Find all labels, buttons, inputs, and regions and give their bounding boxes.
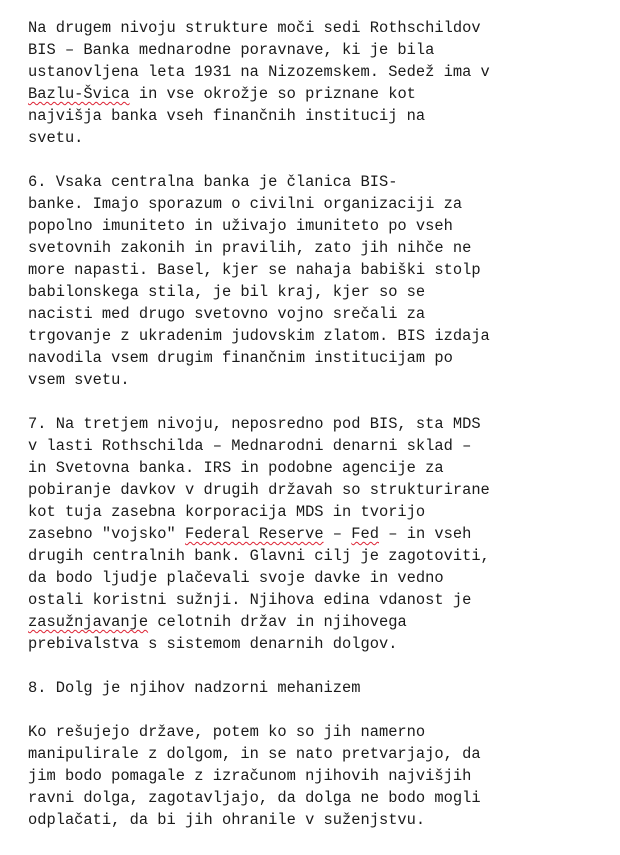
text-line xyxy=(28,61,620,83)
text-line xyxy=(28,743,620,765)
paragraph xyxy=(28,413,620,655)
text-run: – in vseh xyxy=(379,525,472,543)
paragraph xyxy=(28,677,620,699)
text-line xyxy=(28,611,620,633)
text-line xyxy=(28,83,620,105)
text-run: jim bodo pomagale z izračunom njihovih najvišjih xyxy=(28,767,472,785)
text-run: odplačati, da bi jih ohranile v suženjstvu. xyxy=(28,811,426,829)
text-run: prebivalstva s sistemom denarnih dolgov. xyxy=(28,635,398,653)
text-line xyxy=(28,171,620,193)
text-line xyxy=(28,369,620,391)
paragraph xyxy=(28,17,620,149)
text-run: 8. Dolg je njihov nadzorni mehanizem xyxy=(28,679,361,697)
text-line xyxy=(28,237,620,259)
spellcheck-flagged-word: Bazlu-Švica xyxy=(28,85,130,103)
spellcheck-flagged-word: Fed xyxy=(351,525,379,543)
text-run: in Svetovna banka. IRS in podobne agencije za xyxy=(28,459,444,477)
text-run: da bodo ljudje plačevali svoje davke in vedno xyxy=(28,569,444,587)
text-run: ostali koristni sužnji. Njihova edina vdanost je xyxy=(28,591,472,609)
text-line xyxy=(28,413,620,435)
spellcheck-flagged-word: zasužnjavanje xyxy=(28,613,149,631)
text-line xyxy=(28,39,620,61)
text-run: svetu. xyxy=(28,129,84,147)
text-line xyxy=(28,545,620,567)
text-line xyxy=(28,127,620,149)
text-line xyxy=(28,589,620,611)
text-run: Ko rešujejo države, potem ko so jih namerno xyxy=(28,723,426,741)
text-run: celotnih držav in njihovega xyxy=(148,613,407,631)
text-run: Na drugem nivoju strukture moči sedi Rothschildov xyxy=(28,19,481,37)
text-run: ravni dolga, zagotavljajo, da dolga ne bodo mogli xyxy=(28,789,481,807)
text-line xyxy=(28,809,620,831)
text-run: banke. Imajo sporazum o civilni organizaciji za xyxy=(28,195,463,213)
paragraph xyxy=(28,721,620,831)
text-run: more napasti. Basel, kjer se nahaja babiški stolp xyxy=(28,261,481,279)
text-run: in vse okrožje so priznane kot xyxy=(129,85,416,103)
text-line xyxy=(28,765,620,787)
text-line xyxy=(28,457,620,479)
paragraph xyxy=(28,171,620,391)
text-line xyxy=(28,501,620,523)
text-run: 6. Vsaka centralna banka je članica BIS- xyxy=(28,173,398,191)
text-line xyxy=(28,633,620,655)
text-line xyxy=(28,347,620,369)
text-run: pobiranje davkov v drugih državah so strukturirane xyxy=(28,481,490,499)
text-run: trgovanje z ukradenim judovskim zlatom. BIS izdaja xyxy=(28,327,490,345)
text-run: kot tuja zasebna korporacija MDS in tvorijo xyxy=(28,503,426,521)
text-line xyxy=(28,567,620,589)
text-line xyxy=(28,17,620,39)
text-line xyxy=(28,435,620,457)
text-run: vsem svetu. xyxy=(28,371,130,389)
text-run: v lasti Rothschilda – Mednarodni denarni sklad – xyxy=(28,437,472,455)
text-line xyxy=(28,215,620,237)
text-run: babilonskega stila, je bil kraj, kjer so se xyxy=(28,283,426,301)
spellcheck-flagged-word: Federal Reserve xyxy=(185,525,324,543)
text-run: najvišja banka vseh finančnih institucij na xyxy=(28,107,426,125)
text-line xyxy=(28,325,620,347)
text-line xyxy=(28,721,620,743)
text-run: svetovnih zakonih in pravilih, zato jih nihče ne xyxy=(28,239,472,257)
text-line xyxy=(28,523,620,545)
text-line xyxy=(28,193,620,215)
text-run: ustanovljena leta 1931 na Nizozemskem. Sedež ima v xyxy=(28,63,490,81)
text-line xyxy=(28,303,620,325)
text-line xyxy=(28,677,620,699)
text-run: zasebno "vojsko" xyxy=(28,525,186,543)
text-line xyxy=(28,787,620,809)
text-line xyxy=(28,105,620,127)
text-run: popolno imuniteto in uživajo imuniteto po vseh xyxy=(28,217,453,235)
text-run: 7. Na tretjem nivoju, neposredno pod BIS, sta MDS xyxy=(28,415,481,433)
text-line xyxy=(28,281,620,303)
text-run: drugih centralnih bank. Glavni cilj je zagotoviti, xyxy=(28,547,490,565)
text-run: navodila vsem drugim finančnim institucijam po xyxy=(28,349,453,367)
text-run: BIS – Banka mednarodne poravnave, ki je bila xyxy=(28,41,435,59)
text-run: nacisti med drugo svetovno vojno srečali za xyxy=(28,305,426,323)
text-run: manipulirale z dolgom, in se nato pretvarjajo, da xyxy=(28,745,481,763)
text-line xyxy=(28,259,620,281)
text-line xyxy=(28,479,620,501)
text-run: – xyxy=(323,525,352,543)
